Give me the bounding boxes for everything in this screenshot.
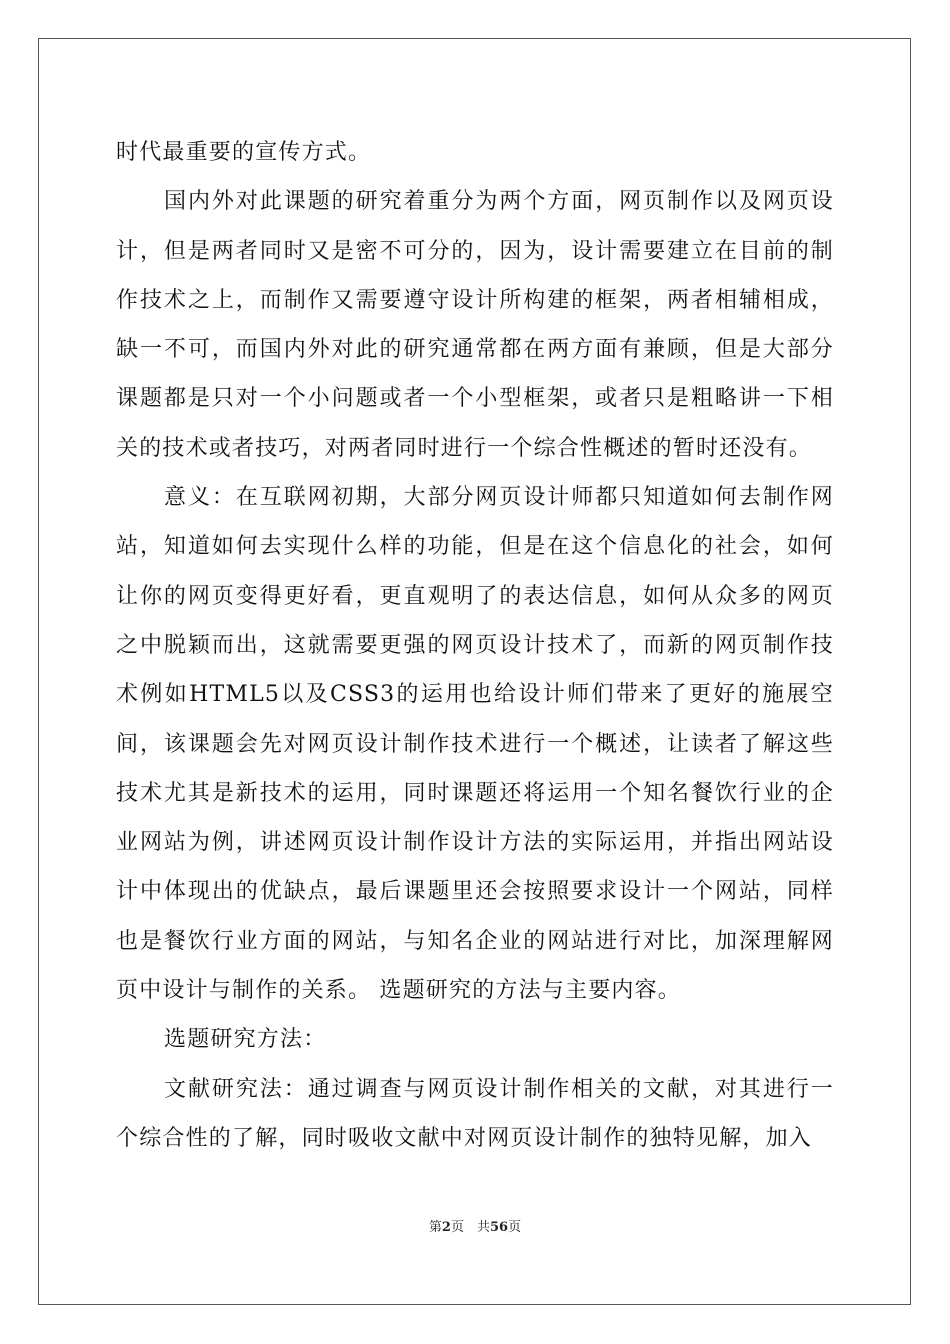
paragraph: 国内外对此课题的研究着重分为两个方面，网页制作以及网页设计，但是两者同时又是密不可分的，因为，设计需要建立在目前的制作技术之上，而制作又需要遵守设计所构建的框架，两者相辅相成，缺一不可，而国内外对此的研究通常都在两方面有兼顾，但是大部分课题都是只对一个小问题或者一个小型框架，或者只是粗略讲一下相关的技术或者技巧，对两者同时进行一个综合性概述的暂时还没有。 (116, 189, 834, 461)
page-footer (0, 1216, 950, 1235)
footer-mid: 页 共 (450, 1220, 490, 1235)
document-body (116, 128, 834, 1163)
total-pages-number: 56 (489, 1220, 509, 1235)
footer-prefix: 第 (428, 1220, 442, 1235)
footer-suffix: 页 (508, 1220, 522, 1235)
paragraph: 文献研究法：通过调查与网页设计制作相关的文献，对其进行一个综合性的了解，同时吸收文献中对网页设计制作的独特见解，加入 (116, 1076, 834, 1151)
paragraph: 选题研究方法： (164, 1027, 327, 1053)
current-page-number: 2 (441, 1220, 451, 1235)
paragraph: 时代最重要的宣传方式。 (116, 140, 372, 165)
paragraph: 意义：在互联网初期，大部分网页设计师都只知道如何去制作网站，知道如何去实现什么样的功能，但是在这个信息化的社会，如何让你的网页变得更好看，更直观明了的表达信息，如何从众多的网页之中脱颖而出，这就需要更强的网页设计技术了，而新的网页制作技术例如HTML5以及CSS3的运用也给设计师们带来了更好的施展空间，该课题会先对网页设计制作技术进行一个概述，让读者了解这些技术尤其是新技术的运用，同时课题还将运用一个知名餐饮行业的企业网站为例，讲述网页设计制作设计方法的实际运用，并指出网站设计中体现出的优缺点，最后课题里还会按照要求设计一个网站，同样也是餐饮行业方面的网站，与知名企业的网站进行对比，加深理解网页中设计与制作的关系。 选题研究的方法与主要内容。 (116, 485, 834, 1004)
